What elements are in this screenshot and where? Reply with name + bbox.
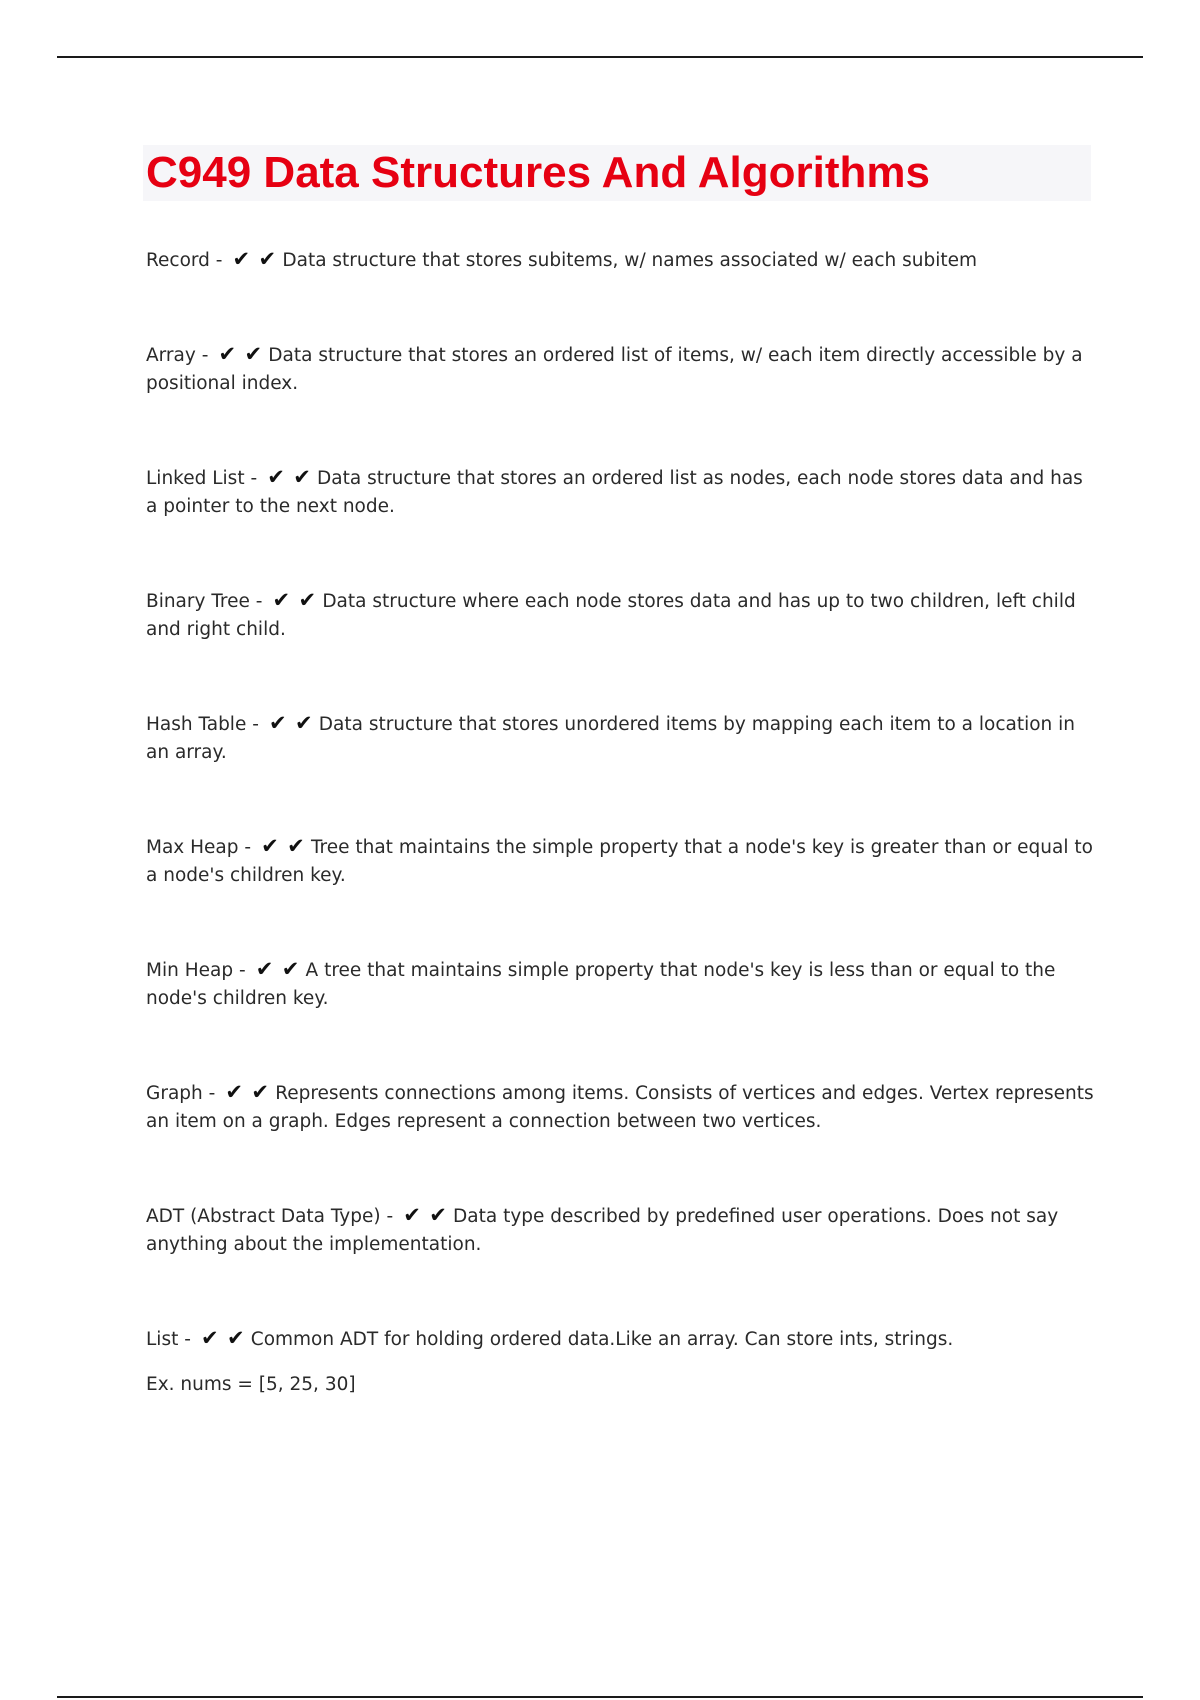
check-icon: ✔ (251, 1080, 269, 1104)
term-min-heap (146, 957, 1096, 1013)
list-example: Ex. nums = [5, 25, 30] (146, 1374, 356, 1395)
term-name: Hash Table (146, 714, 247, 735)
term-separator: - (233, 960, 252, 981)
check-icon: ✔ (268, 711, 287, 735)
check-icon: ✔ (218, 342, 237, 366)
term-definition: Common ADT for holding ordered data.Like an array. Can store ints, strings. (250, 1329, 954, 1350)
check-icon: ✔ (403, 1203, 421, 1227)
term-definition: Data structure where each node stores data and has up to two children, left child and right child. (146, 591, 1076, 640)
term-separator: - (380, 1206, 400, 1227)
term-hash-table (146, 711, 1096, 767)
term-definition: Data structure that stores an ordered list of items, w/ each item directly accessible by a positional index. (146, 345, 1083, 394)
term-name: List (146, 1329, 179, 1350)
header-rule (57, 56, 1143, 58)
term-array (146, 342, 1096, 398)
term-name: Binary Tree (146, 591, 250, 612)
term-definition: Data structure that stores unordered items by mapping each item to a location in an array. (146, 714, 1076, 763)
check-icon: ✔ (272, 588, 291, 612)
term-separator: - (238, 837, 257, 858)
term-separator: - (202, 1083, 222, 1104)
check-icon: ✔ (261, 834, 279, 858)
term-max-heap (146, 834, 1096, 890)
term-definition: Data structure that stores an ordered list as nodes, each node stores data and has a pointer to the next node. (146, 468, 1083, 517)
term-separator: - (249, 591, 269, 612)
check-icon: ✔ (255, 957, 274, 981)
term-separator: - (178, 1329, 197, 1350)
term-separator: - (246, 714, 265, 735)
term-linked-list (146, 465, 1096, 521)
term-separator: - (195, 345, 215, 366)
check-icon: ✔ (225, 1080, 243, 1104)
term-name: Linked List (146, 468, 245, 489)
document-title: C949 Data Structures And Algorithms (146, 148, 931, 197)
term-name: Array (146, 345, 196, 366)
title-banner (143, 145, 1091, 201)
check-icon: ✔ (293, 465, 311, 489)
term-definition: Represents connections among items. Consists of vertices and edges. Vertex represents an item on a graph. Edges represent a connection between two vertices. (146, 1083, 1094, 1132)
term-binary-tree (146, 588, 1096, 644)
term-name: Record (146, 250, 210, 271)
check-icon: ✔ (226, 1326, 245, 1350)
check-icon: ✔ (281, 957, 300, 981)
check-icon: ✔ (200, 1326, 219, 1350)
check-icon: ✔ (298, 588, 317, 612)
term-definition: Data structure that stores subitems, w/ names associated w/ each subitem (282, 250, 978, 271)
term-list-adt (146, 1326, 1096, 1354)
check-icon: ✔ (287, 834, 305, 858)
check-icon: ✔ (232, 247, 251, 271)
term-name: ADT (Abstract Data Type) (146, 1206, 381, 1227)
term-record (146, 247, 1096, 275)
term-name: Graph (146, 1083, 203, 1104)
check-icon: ✔ (294, 711, 313, 735)
term-definition: Data type described by predefined user operations. Does not say anything about the implementation. (146, 1206, 1059, 1255)
check-icon: ✔ (267, 465, 285, 489)
check-icon: ✔ (244, 342, 263, 366)
footer-rule (57, 1696, 1143, 1698)
term-definition: Tree that maintains the simple property that a node's key is greater than or equal to a node's children key. (146, 837, 1093, 886)
term-separator: - (209, 250, 229, 271)
term-separator: - (244, 468, 264, 489)
term-definition: A tree that maintains simple property that node's key is less than or equal to the node's children key. (146, 960, 1056, 1009)
term-adt (146, 1203, 1096, 1259)
term-name: Min Heap (146, 960, 234, 981)
term-graph (146, 1080, 1096, 1136)
check-icon: ✔ (258, 247, 277, 271)
term-name: Max Heap (146, 837, 239, 858)
check-icon: ✔ (429, 1203, 447, 1227)
